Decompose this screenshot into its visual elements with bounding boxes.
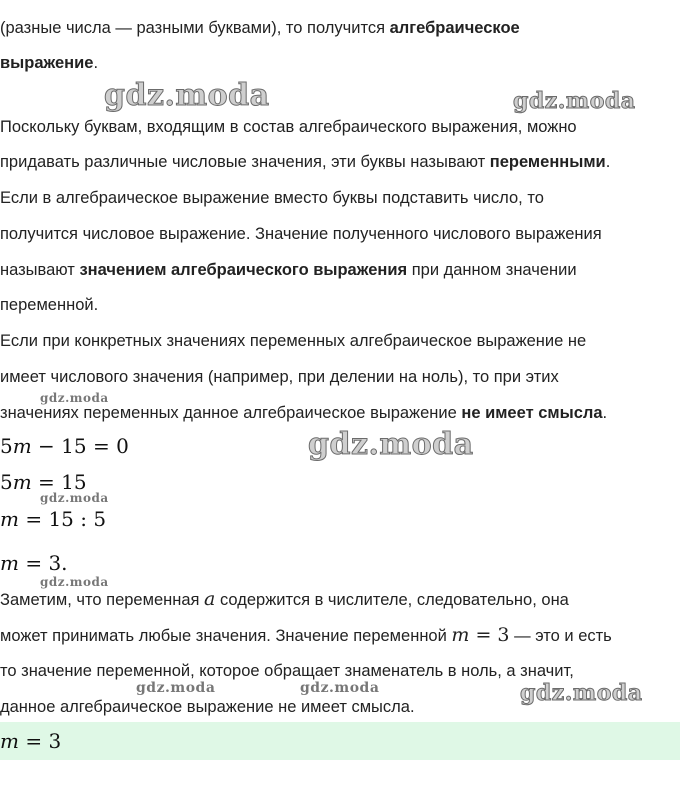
math-text: = 3 (18, 729, 62, 753)
text-line: Если в алгебраическое выражение вместо буквы подставить число, то (0, 189, 544, 207)
text-line (0, 625, 680, 646)
text-line (0, 260, 680, 280)
text-span: — это и есть (509, 627, 612, 645)
watermark: gdz.moda (40, 391, 109, 405)
equation (0, 507, 106, 531)
text-line (0, 53, 680, 73)
watermark: gdz.moda (40, 491, 109, 505)
text-line (0, 18, 680, 38)
math-variable: m (0, 551, 19, 575)
watermark: gdz.moda (104, 78, 270, 113)
math-number: 5 (0, 434, 13, 458)
math-variable: m (12, 470, 32, 494)
math-variable: m (0, 507, 19, 531)
watermark: gdz.moda (513, 88, 636, 114)
math-variable: m (0, 729, 19, 753)
watermark: gdz.moda (300, 680, 380, 696)
math-text: = 3. (18, 551, 68, 575)
text-line (0, 589, 680, 610)
watermark: gdz.moda (520, 680, 643, 706)
text-span: придавать различные числовые значения, эти буквы называют (0, 153, 490, 171)
bold-term: алгебраическое (389, 19, 520, 37)
math-variable: m (12, 434, 32, 458)
text-span: Заметим, что переменная (0, 591, 205, 609)
text-span: называют (0, 261, 80, 279)
watermark: gdz.moda (308, 427, 474, 462)
math-variable: a (204, 588, 216, 610)
equation (0, 434, 129, 458)
bold-term: выражение (0, 54, 94, 72)
equation (0, 551, 68, 575)
text-line: имеет числового значения (например, при делении на ноль), то при этих (0, 368, 559, 386)
text-span: (разные числа — разными буквами), то получится (0, 19, 390, 37)
text-line: Поскольку буквам, входящим в состав алгебраического выражения, можно (0, 118, 577, 136)
bold-term: переменными (489, 153, 606, 171)
text-span: содержится в числителе, следовательно, она (215, 591, 569, 609)
text-line: переменной. (0, 296, 99, 314)
text-line: Если при конкретных значениях переменных алгебраическое выражение не (0, 332, 587, 350)
math-text: = 15 : 5 (18, 507, 107, 531)
text-span: при данном значении (407, 261, 577, 279)
watermark: gdz.moda (40, 575, 109, 589)
math-text: − 15 = 0 (31, 434, 129, 458)
math-text: = 15 (31, 470, 87, 494)
text-line (0, 403, 680, 423)
math-number: 5 (0, 470, 13, 494)
text-span: значениях переменных данное алгебраическое выражение (0, 404, 462, 422)
text-span: может принимать любые значения. Значение переменной (0, 627, 452, 645)
bold-term: не имеет смысла (461, 404, 603, 422)
text-line: данное алгебраическое выражение не имеет смысла. (0, 698, 415, 716)
text-line: получится числовое выражение. Значение полученного числового выражения (0, 225, 602, 243)
answer-equation (0, 729, 61, 753)
math-text: = 3 (469, 624, 510, 646)
watermark: gdz.moda (136, 680, 216, 696)
text-span: . (602, 404, 608, 422)
text-span: . (605, 153, 611, 171)
text-line (0, 152, 680, 172)
math-variable: m (451, 624, 470, 646)
text-line: то значение переменной, которое обращает знаменатель в ноль, а значит, (0, 662, 574, 680)
answer-box (0, 722, 680, 760)
bold-term: значением алгебраического выражения (79, 261, 408, 279)
text-span: . (93, 54, 99, 72)
